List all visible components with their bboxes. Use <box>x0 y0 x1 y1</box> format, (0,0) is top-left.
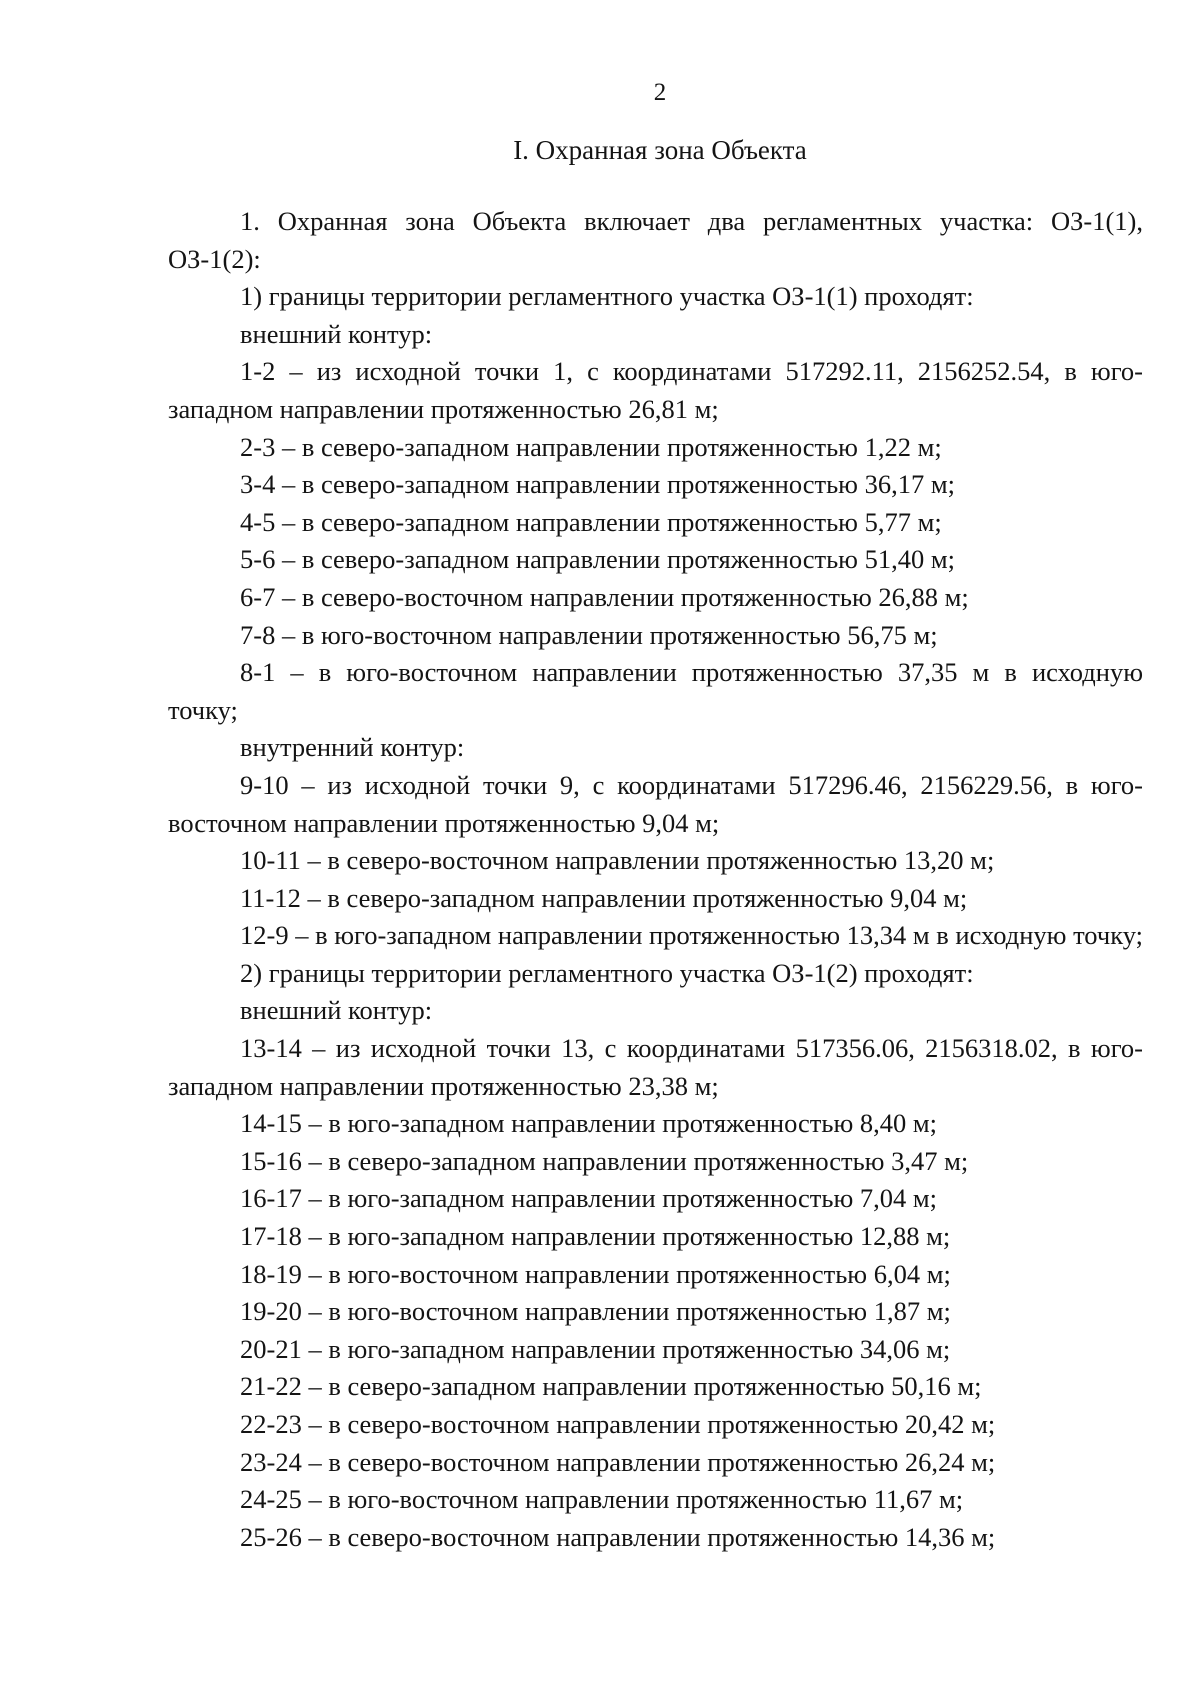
boundary-segment: 17-18 – в юго-западном направлении протяженностью 12,88 м; <box>240 1221 951 1252</box>
boundary-segment: 13-14 – из исходной точки 13, с координатами 517356.06, 2156318.02, в юго-западном направлении протяженностью 23,38 м; <box>168 1033 1143 1101</box>
boundary-segment: 11-12 – в северо-западном направлении протяженностью 9,04 м; <box>240 882 968 913</box>
boundary-segment: 10-11 – в северо-восточном направлении протяженностью 13,20 м; <box>240 845 995 876</box>
boundary-segment: 23-24 – в северо-восточном направлении протяженностью 26,24 м; <box>240 1446 996 1477</box>
paragraph-inner-contour-heading: внутренний контур: <box>240 732 465 763</box>
boundary-segment: 5-6 – в северо-западном направлении протяженностью 51,40 м; <box>240 544 955 575</box>
boundary-segment: 24-25 – в юго-восточном направлении протяженностью 11,67 м; <box>240 1484 964 1515</box>
boundary-segment: 3-4 – в северо-западном направлении протяженностью 36,17 м; <box>240 469 955 500</box>
boundary-segment: 8-1 – в юго-восточном направлении протяженностью 37,35 м в исходную точку; <box>168 657 1143 725</box>
boundary-segment: 1-2 – из исходной точки 1, с координатами 517292.11, 2156252.54, в юго-западном направлении протяженностью 26,81 м; <box>168 356 1143 424</box>
page-number: 2 <box>653 79 667 106</box>
boundary-segment: 6-7 – в северо-восточном направлении протяженностью 26,88 м; <box>240 581 969 612</box>
boundary-segment: 18-19 – в юго-восточном направлении протяженностью 6,04 м; <box>240 1258 951 1289</box>
boundary-segment: 25-26 – в северо-восточном направлении протяженностью 14,36 м; <box>240 1521 996 1552</box>
paragraph-outer-contour-heading: внешний контур: <box>240 995 433 1026</box>
boundary-segment: 12-9 – в юго-западном направлении протяженностью 13,34 м в исходную точку; <box>240 920 1143 951</box>
boundary-segment: 7-8 – в юго-восточном направлении протяженностью 56,75 м; <box>240 619 938 650</box>
boundary-segment: 21-22 – в северо-западном направлении протяженностью 50,16 м; <box>240 1371 982 1402</box>
paragraph-zone-composition: 1. Охранная зона Объекта включает два регламентных участка: ОЗ-1(1), ОЗ-1(2): <box>168 206 1143 274</box>
boundary-segment: 16-17 – в юго-западном направлении протяженностью 7,04 м; <box>240 1183 938 1214</box>
boundary-segment: 20-21 – в юго-западном направлении протяженностью 34,06 м; <box>240 1333 951 1364</box>
boundary-segment: 9-10 – из исходной точки 9, с координатами 517296.46, 2156229.56, в юго-восточном направлении протяженностью 9,04 м; <box>168 769 1143 838</box>
paragraph-outer-contour-heading: внешний контур: <box>240 318 433 349</box>
section-title: I. Охранная зона Объекта <box>513 135 807 165</box>
boundary-segment: 19-20 – в юго-восточном направлении протяженностью 1,87 м; <box>240 1296 951 1327</box>
paragraph-section-oz1-2-boundaries: 2) границы территории регламентного участка ОЗ-1(2) проходят: <box>240 957 974 988</box>
boundary-segment: 15-16 – в северо-западном направлении протяженностью 3,47 м; <box>240 1145 969 1176</box>
boundary-segment: 2-3 – в северо-западном направлении протяженностью 1,22 м; <box>240 431 942 462</box>
document-body <box>168 203 1143 1556</box>
boundary-segment: 14-15 – в юго-западном направлении протяженностью 8,40 м; <box>240 1108 938 1139</box>
boundary-segment: 22-23 – в северо-восточном направлении протяженностью 20,42 м; <box>240 1409 996 1439</box>
boundary-segment: 4-5 – в северо-западном направлении протяженностью 5,77 м; <box>240 506 942 537</box>
paragraph-section-oz1-1-boundaries: 1) границы территории регламентного участка ОЗ-1(1) проходят: <box>240 281 974 312</box>
